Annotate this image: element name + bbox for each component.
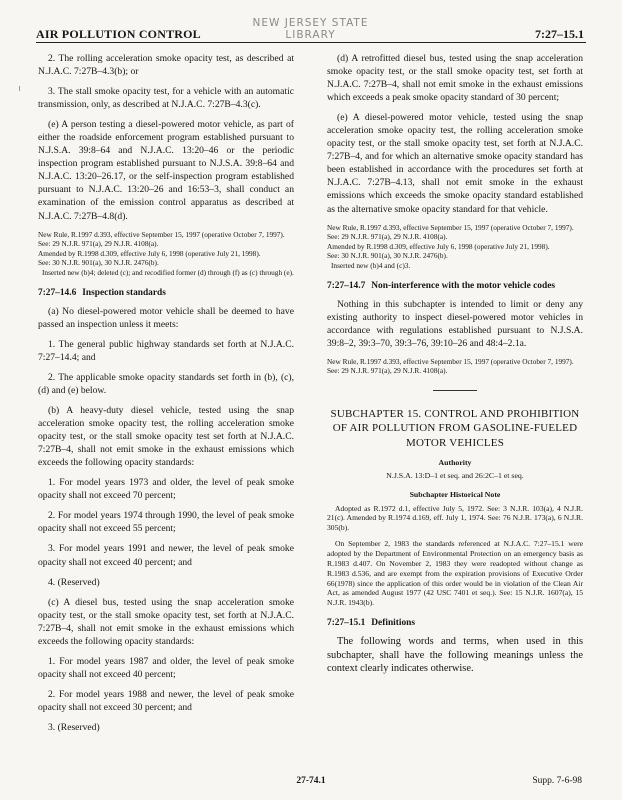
paragraph: (b) A heavy-duty diesel vehicle, tested using the snap acceleration smoke opacity test, the rolling acceleration smoke opacity test, or the stall smoke opacity test set forth at N.J.A.C. 7:27B–4, shall not emit smoke in the exhaust emissions which exceeds the following opacity standards: (38, 405, 294, 469)
section-heading (327, 617, 583, 630)
paragraph: 1. For model years 1987 and older, the level of peak smoke opacity shall not exceed 40 percent; (38, 655, 294, 680)
note-line: Amended by R.1998 d.309, effective July 6, 1998 (operative July 21, 1998). (38, 248, 261, 258)
paragraph: 1. The general public highway standards set forth at N.J.A.C. 7:27–14.4; and (38, 338, 294, 363)
paragraph: 2. For model years 1974 through 1990, the level of peak smoke opacity shall not exceed 55 percent; (38, 510, 294, 535)
authority-text: N.J.S.A. 13:D–1 et seq. and 26:2C–1 et seq. (386, 471, 524, 481)
section-number: 7:27–14.6 (38, 287, 77, 298)
note-line: New Rule, R.1997 d.393, effective September 15, 1997 (operative October 7, 1997). (38, 229, 285, 239)
section-title: Inspection standards (82, 287, 166, 298)
note-line: See: 29 N.J.R. 971(a), 29 N.J.R. 4108(a). (327, 366, 448, 376)
running-header-section: 7:27–15.1 (535, 27, 584, 41)
note-line: Amended by R.1998 d.309, effective July 6, 1998 (operative July 21, 1998). (327, 241, 550, 251)
paragraph: 2. For model years 1988 and newer, the level of peak smoke opacity shall not exceed 30 percent; and (38, 688, 294, 713)
header-rule (36, 42, 586, 43)
left-column (38, 52, 294, 741)
paragraph: 1. For model years 1973 and older, the level of peak smoke opacity shall not exceed 70 percent; (38, 477, 294, 502)
section-title: Non-interference with the motor vehicle codes (371, 280, 555, 291)
note-line: New Rule, R.1997 d.393, effective September 15, 1997 (operative October 7, 1997). (327, 222, 574, 232)
paragraph: (d) A retrofitted diesel bus, tested using the snap acceleration smoke opacity test, or the stall smoke opacity test, set forth at N.J.A.C. 7:27B–4, shall not emit smoke in the exhaust emissions which exceeds a peak smoke opacity standard of 30 percent; (327, 53, 583, 104)
authority-heading: Authority (438, 457, 472, 467)
historical-note-heading: Subchapter Historical Note (409, 490, 501, 499)
note-line: Inserted new (b)4; deleted (c); and recodified former (d) through (f) as (c) through (e). (42, 267, 294, 277)
paragraph: 3. For model years 1991 and newer, the level of peak smoke opacity shall not exceed 40 percent; and (38, 543, 294, 568)
note-line: Inserted new (b)4 and (c)3. (331, 260, 411, 270)
note-line: See: 29 N.J.R. 971(a), 29 N.J.R. 4108(a). (327, 232, 448, 242)
section-heading (38, 287, 294, 300)
page-number: 27-74.1 (296, 776, 326, 786)
history-note (38, 230, 294, 277)
paragraph: (e) A person testing a diesel-powered motor vehicle, as part of either the roadside enforcement program established pursuant to N.J.S.A. 39:8–64 and N.J.A.C. 13:20–46 or the periodic inspection program established pursuant to N.J.S.A. 39:8–64 and N.J.A.C. 13:20–26.17, or the self-inspection program established pursuant to N.J.A.C. 13:20–26 and 16:53–3, shall conduct an examination of the emission control apparatus as described at N.J.A.C. 7:27B–4.8(d). (38, 119, 294, 222)
note-line: See: 29 N.J.R. 971(a), 29 N.J.R. 4108(a). (38, 239, 159, 249)
paragraph: Nothing in this subchapter is intended to limit or deny any existing authority to inspect diesel-powered motor vehicles in accordance with regulations established pursuant to N.J.S.A. 39:8–2, 39:3–70, 39:3–76, 39:10–26 and 48:4–2.1a. (327, 298, 583, 349)
paragraph: 4. (Reserved) (48, 576, 100, 588)
section-heading (327, 280, 583, 293)
paragraph: (e) A diesel-powered motor vehicle, tested using the snap acceleration smoke opacity test, the rolling acceleration smoke opacity test, or the stall smoke opacity test, set forth at N.J.A.C. 7:27B–4, and for which an alternative smoke opacity standard has been established in accordance with the procedures set forth at N.J.A.C. 7:27B–4.13, shall not emit smoke in the exhaust emissions which exceeds the smoke opacity standard established as the alternative smoke opacity standard for that vehicle. (327, 112, 583, 215)
section-number: 7:27–14.7 (327, 280, 366, 291)
note-line: See: 30 N.J.R. 901(a), 30 N.J.R. 2476(b). (327, 251, 448, 261)
section-number: 7:27–15.1 (327, 618, 366, 629)
paragraph: 2. The applicable smoke opacity standards set forth in (b), (c), (d) and (e) below. (38, 371, 294, 396)
historical-note-text: Adopted as R.1972 d.1, effective July 5, 1972. See: 3 N.J.R. 103(a), 4 N.J.R. 21(c). Amended by R.1974 d.169, eff. July 1, 1974. See: 76 N.J.R. 173(a), 6 N.J.R. 305(b). (327, 503, 583, 533)
right-column (327, 52, 583, 676)
history-note (327, 357, 583, 376)
library-stamp: NEW JERSEY STATE LIBRARY (252, 17, 369, 41)
subchapter-title: SUBCHAPTER 15. CONTROL AND PROHIBITION OF AIR POLLUTION FROM GASOLINE-FUELED MOTOR VEHICLES (330, 407, 580, 449)
paragraph: 3. The stall smoke opacity test, for a vehicle with an automatic transmission, only, as described at N.J.A.C. 7:27B–4.3(c). (38, 86, 294, 111)
section-title: Definitions (371, 618, 416, 629)
note-line: See: 30 N.J.R. 901(a), 30 N.J.R. 2476(b). (38, 258, 159, 268)
margin-mark (19, 86, 20, 91)
note-line: New Rule, R.1997 d.393, effective September 15, 1997 (operative October 7, 1997). (327, 356, 574, 366)
paragraph: The following words and terms, when used in this subchapter, shall have the following meanings unless the context clearly indicates otherwise. (327, 635, 583, 675)
section-divider (433, 390, 477, 391)
paragraph: (c) A diesel bus, tested using the snap acceleration smoke opacity test, or the stall smoke opacity test, set forth at N.J.A.C. 7:27B–4, shall not emit smoke in the exhaust emissions which exceeds the following opacity standards: (38, 596, 294, 647)
history-note (327, 223, 583, 270)
running-header-title: AIR POLLUTION CONTROL (36, 27, 201, 41)
paragraph: (a) No diesel-powered motor vehicle shall be deemed to have passed an inspection unless it meets: (38, 305, 294, 330)
historical-note-text: On September 2, 1983 the standards referenced at N.J.A.C. 7:27–15.1 were adopted by the Department of Environmental Protection on an emergency basis as R.1983 d.407. On November 2, 1983 they were readopted without change as R.1983 d.536, and are exempt from the expiration provisions of Executive Order 66(1978) since the application of this order would be in violation of the Clean Air Act, as amended August 1977 (42 USC 7401 et seq.). See: 15 N.J.R. 1607(a), 15 N.J.R. 1943(b). (327, 539, 583, 608)
supplement-date: Supp. 7-6-98 (532, 776, 582, 786)
paragraph: 3. (Reserved) (48, 721, 100, 733)
paragraph: 2. The rolling acceleration smoke opacity test, as described at N.J.A.C. 7:27B–4.3(b); or (38, 53, 294, 78)
